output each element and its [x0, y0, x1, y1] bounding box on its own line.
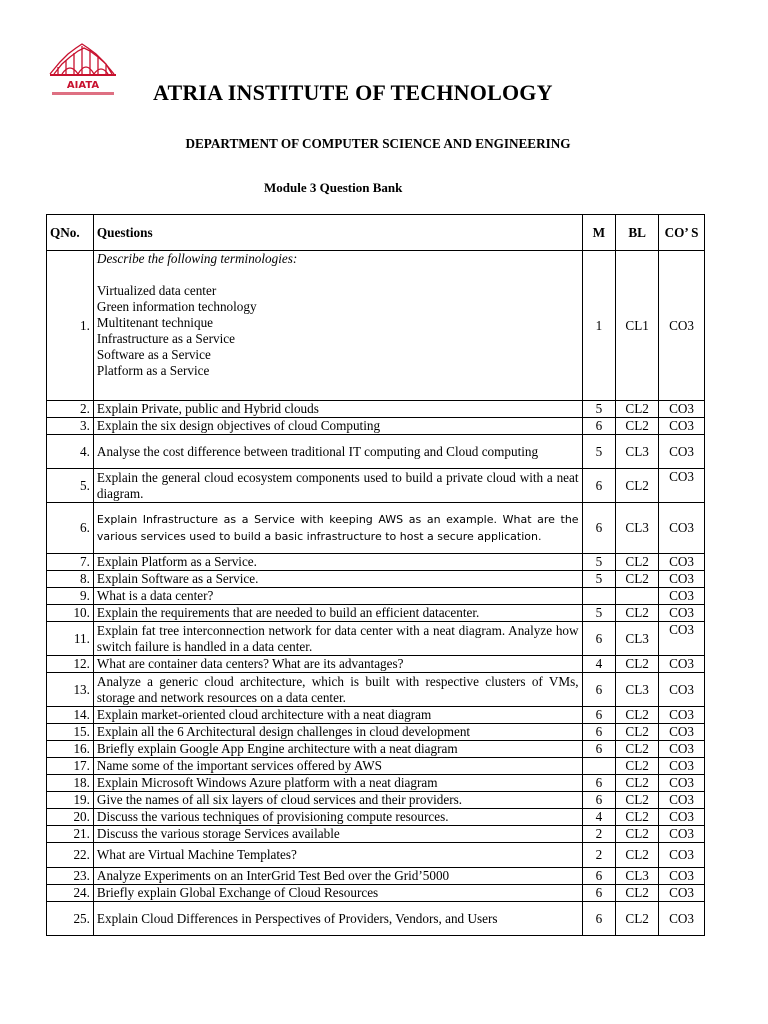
question-bloom-level: CL2: [616, 469, 659, 503]
table-row: [47, 902, 705, 936]
question-text: Analyze Experiments on an InterGrid Test Bed over the Grid’5000: [93, 868, 582, 885]
question-bloom-level: CL2: [616, 724, 659, 741]
table-row: [47, 707, 705, 724]
question-number: 16.: [47, 741, 94, 758]
question-number: 9.: [47, 588, 94, 605]
table-row: [47, 758, 705, 775]
question-marks: 6: [582, 673, 616, 707]
table-row: [47, 435, 705, 469]
question-bloom-level: CL2: [616, 758, 659, 775]
question-course-outcome: CO3: [659, 605, 705, 622]
table-row: [47, 843, 705, 868]
table-row: [47, 503, 705, 554]
term-item: Multitenant technique: [96, 315, 214, 330]
question-number: 13.: [47, 673, 94, 707]
question-bloom-level: CL2: [616, 775, 659, 792]
question-bloom-level: CL2: [616, 571, 659, 588]
question-marks: 6: [582, 775, 616, 792]
question-text: Explain the requirements that are needed to build an efficient datacenter.: [93, 605, 582, 622]
question-marks: 5: [582, 605, 616, 622]
table-row: [47, 885, 705, 902]
question-course-outcome: CO3: [659, 707, 705, 724]
question-bloom-level: CL3: [616, 868, 659, 885]
table-row: [47, 826, 705, 843]
table-row: [47, 724, 705, 741]
question-text: Explain Cloud Differences in Perspectives of Providers, Vendors, and Users: [93, 902, 582, 936]
question-marks: [582, 758, 616, 775]
question-text: Explain the six design objectives of cloud Computing: [93, 418, 582, 435]
question-course-outcome: CO3: [659, 792, 705, 809]
question-number: 12.: [47, 656, 94, 673]
table-row: [47, 868, 705, 885]
question-number: 6.: [47, 503, 94, 554]
question-text: Analyse the cost difference between traditional IT computing and Cloud computing: [93, 435, 582, 469]
question-marks: 6: [582, 741, 616, 758]
table-row: [47, 571, 705, 588]
question-bloom-level: CL2: [616, 885, 659, 902]
question-marks: 4: [582, 656, 616, 673]
table-row: [47, 469, 705, 503]
table-row: [47, 792, 705, 809]
question-text: Explain Microsoft Windows Azure platform with a neat diagram: [93, 775, 582, 792]
question-marks: 2: [582, 843, 616, 868]
table-row: [47, 622, 705, 656]
question-marks: 6: [582, 868, 616, 885]
question-bloom-level: CL2: [616, 809, 659, 826]
question-text: [93, 251, 582, 401]
question-bloom-level: CL3: [616, 503, 659, 554]
question-course-outcome: CO3: [659, 554, 705, 571]
question-bloom-level: CL3: [616, 673, 659, 707]
question-course-outcome: CO3: [659, 843, 705, 868]
table-row: [47, 588, 705, 605]
question-marks: 6: [582, 707, 616, 724]
question-marks: 4: [582, 809, 616, 826]
question-text: Discuss the various techniques of provisioning compute resources.: [93, 809, 582, 826]
question-number: 7.: [47, 554, 94, 571]
question-marks: 5: [582, 435, 616, 469]
question-bloom-level: CL2: [616, 605, 659, 622]
question-text: Explain Private, public and Hybrid clouds: [93, 401, 582, 418]
table-row: [47, 401, 705, 418]
question-number: 5.: [47, 469, 94, 503]
institute-logo: [44, 40, 126, 102]
question-number: 20.: [47, 809, 94, 826]
table-row: [47, 605, 705, 622]
question-course-outcome: CO3: [659, 435, 705, 469]
question-number: 14.: [47, 707, 94, 724]
question-course-outcome: CO3: [659, 588, 705, 605]
question-marks: 2: [582, 826, 616, 843]
table-row: [47, 418, 705, 435]
question-number: 17.: [47, 758, 94, 775]
module-title: Module 3 Question Bank: [264, 180, 403, 195]
question-text: Explain Infrastructure as a Service with keeping AWS as an example. What are the various services used to build a basic infrastructure to host a secure application.: [93, 503, 582, 554]
question-text: Briefly explain Global Exchange of Cloud Resources: [93, 885, 582, 902]
question-bloom-level: CL2: [616, 418, 659, 435]
question-text: Explain Software as a Service.: [93, 571, 582, 588]
table-row: [47, 554, 705, 571]
table-row: [47, 741, 705, 758]
question-text: What are container data centers? What are its advantages?: [93, 656, 582, 673]
question-course-outcome: CO3: [659, 571, 705, 588]
question-marks: 5: [582, 571, 616, 588]
question-marks: 6: [582, 418, 616, 435]
question-bloom-level: CL2: [616, 707, 659, 724]
question-text: Explain all the 6 Architectural design challenges in cloud development: [93, 724, 582, 741]
question-number: 18.: [47, 775, 94, 792]
question-bloom-level: CL3: [616, 435, 659, 469]
question-number: 1.: [47, 251, 94, 401]
question-marks: 6: [582, 792, 616, 809]
question-text: Explain fat tree interconnection network for data center with a neat diagram. Analyze how switch failure is handled in a data center.: [93, 622, 582, 656]
question-number: 4.: [47, 435, 94, 469]
question-text: Analyze a generic cloud architecture, which is built with respective clusters of VMs, storage and network resources on a data center.: [93, 673, 582, 707]
question-marks: 6: [582, 469, 616, 503]
question-course-outcome: CO3: [659, 503, 705, 554]
question-marks: 6: [582, 902, 616, 936]
table-row: [47, 251, 705, 401]
question-bloom-level: CL2: [616, 792, 659, 809]
logo-wordmark: AIATA: [66, 80, 100, 91]
question-number: 24.: [47, 885, 94, 902]
question-text: Explain market-oriented cloud architecture with a neat diagram: [93, 707, 582, 724]
question-number: 25.: [47, 902, 94, 936]
question-bloom-level: CL2: [616, 826, 659, 843]
question-bloom-level: CL2: [616, 843, 659, 868]
question-marks: 1: [582, 251, 616, 401]
question-marks: 6: [582, 503, 616, 554]
question-text: Explain the general cloud ecosystem components used to build a private cloud with a neat diagram.: [93, 469, 582, 503]
question-number: 10.: [47, 605, 94, 622]
header-qno: QNo.: [47, 215, 94, 251]
question-bloom-level: CL3: [616, 622, 659, 656]
header-course-outcome: CO’ S: [659, 215, 705, 251]
question-text: Discuss the various storage Services available: [93, 826, 582, 843]
question-bloom-level: CL1: [616, 251, 659, 401]
question-course-outcome: CO3: [659, 868, 705, 885]
header-questions: Questions: [93, 215, 582, 251]
question-bloom-level: CL2: [616, 656, 659, 673]
question-marks: 5: [582, 554, 616, 571]
question-number: 23.: [47, 868, 94, 885]
question-text: Give the names of all six layers of cloud services and their providers.: [93, 792, 582, 809]
term-item: Platform as a Service: [96, 363, 210, 378]
question-bloom-level: CL2: [616, 401, 659, 418]
question-bloom-level: [616, 588, 659, 605]
question-course-outcome: CO3: [659, 885, 705, 902]
department-title: DEPARTMENT OF COMPUTER SCIENCE AND ENGINEERING: [185, 136, 571, 151]
question-text: Briefly explain Google App Engine architecture with a neat diagram: [93, 741, 582, 758]
question-course-outcome: CO3: [659, 622, 705, 656]
question-bloom-level: CL2: [616, 741, 659, 758]
question-course-outcome: CO3: [659, 251, 705, 401]
question-text: Name some of the important services offered by AWS: [93, 758, 582, 775]
question-marks: 6: [582, 885, 616, 902]
term-item: Green information technology: [96, 299, 257, 314]
question-course-outcome: CO3: [659, 775, 705, 792]
table-row: [47, 775, 705, 792]
question-intro: Describe the following terminologies:: [96, 251, 298, 266]
table-row: [47, 809, 705, 826]
institute-title: ATRIA INSTITUTE OF TECHNOLOGY: [153, 80, 553, 105]
question-bloom-level: CL2: [616, 554, 659, 571]
question-marks: 6: [582, 724, 616, 741]
question-marks: 5: [582, 401, 616, 418]
question-course-outcome: CO3: [659, 826, 705, 843]
question-number: 8.: [47, 571, 94, 588]
question-course-outcome: CO3: [659, 741, 705, 758]
term-item: Software as a Service: [96, 347, 211, 362]
table-row: [47, 656, 705, 673]
question-bank-table: [46, 214, 705, 936]
header-marks: M: [582, 215, 616, 251]
question-number: 19.: [47, 792, 94, 809]
question-marks: 6: [582, 622, 616, 656]
question-marks: [582, 588, 616, 605]
logo-emblem-icon: [44, 40, 126, 102]
question-course-outcome: CO3: [659, 902, 705, 936]
question-number: 2.: [47, 401, 94, 418]
question-course-outcome: CO3: [659, 809, 705, 826]
question-course-outcome: CO3: [659, 724, 705, 741]
table-row: [47, 673, 705, 707]
question-course-outcome: CO3: [659, 758, 705, 775]
term-item: Virtualized data center: [96, 283, 217, 298]
question-course-outcome: CO3: [659, 418, 705, 435]
question-course-outcome: CO3: [659, 469, 705, 503]
question-number: 22.: [47, 843, 94, 868]
question-course-outcome: CO3: [659, 656, 705, 673]
question-bloom-level: CL2: [616, 902, 659, 936]
term-item: Infrastructure as a Service: [96, 331, 235, 346]
question-number: 15.: [47, 724, 94, 741]
question-text: Explain Platform as a Service.: [93, 554, 582, 571]
question-number: 11.: [47, 622, 94, 656]
table-header-row: [47, 215, 705, 251]
question-course-outcome: CO3: [659, 401, 705, 418]
question-text: What are Virtual Machine Templates?: [93, 843, 582, 868]
question-number: 3.: [47, 418, 94, 435]
question-number: 21.: [47, 826, 94, 843]
question-course-outcome: CO3: [659, 673, 705, 707]
header-bloom-level: BL: [616, 215, 659, 251]
question-text: What is a data center?: [93, 588, 582, 605]
